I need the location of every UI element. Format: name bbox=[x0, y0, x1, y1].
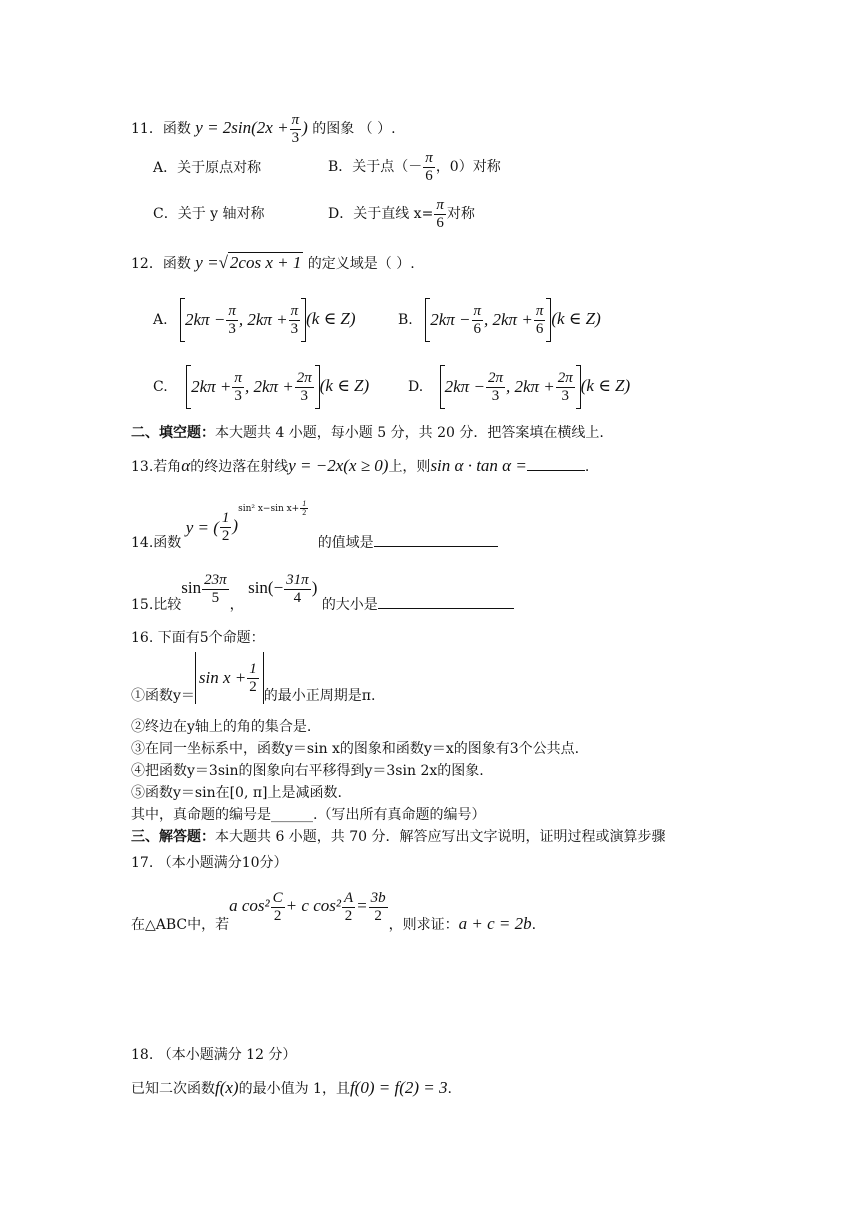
q14-exp-num: 1 bbox=[302, 498, 307, 508]
q11-frac-den: 3 bbox=[291, 129, 300, 146]
q17-mid: ，则求证： bbox=[388, 917, 459, 933]
q18-body bbox=[131, 1078, 452, 1099]
q12-c-tail: (k ∈ Z) bbox=[319, 376, 370, 395]
q18-cond: f(0) = f(2) = 3 bbox=[349, 1078, 448, 1097]
q17-body bbox=[131, 890, 537, 933]
q12-b-tail: (k ∈ Z) bbox=[551, 309, 601, 328]
q14-suffix: 的值域是 bbox=[317, 535, 374, 551]
q11-prefix: 11．函数 bbox=[131, 121, 191, 137]
q12-b-expr2: , 2kπ + bbox=[484, 310, 533, 329]
q14 bbox=[131, 498, 498, 551]
q13-expr2: sin α · tan α = bbox=[430, 456, 527, 475]
q16-abs-den: 2 bbox=[249, 678, 257, 695]
q12-b-n1: π bbox=[473, 303, 482, 319]
q12-b-d1: 6 bbox=[473, 320, 481, 337]
q16-item-4: ④把函数y＝3sin的图象向右平移得到y＝3sin 2x的图象. bbox=[131, 763, 484, 779]
q17-end: . bbox=[531, 917, 537, 933]
section3-title: 三、解答题： bbox=[131, 829, 215, 845]
q12-c-frac1 bbox=[232, 370, 244, 404]
q14-expr-right: ) bbox=[232, 516, 239, 535]
q18-end: . bbox=[447, 1081, 452, 1097]
q12-c-interval bbox=[186, 365, 320, 409]
q12-b-label: B. bbox=[398, 312, 413, 328]
q12-option-c bbox=[153, 365, 369, 409]
q15-sin1: sin bbox=[181, 578, 202, 597]
q11-option-d bbox=[328, 197, 475, 231]
q11-frac bbox=[290, 112, 302, 146]
q12-d-expr2: , 2kπ + bbox=[505, 377, 555, 396]
q17-header: 17. （本小题满分10分） bbox=[131, 855, 288, 871]
q13-mid: 的终边落在射线 bbox=[190, 459, 289, 475]
q15-d2: 4 bbox=[293, 589, 302, 606]
q18-f: f(x) bbox=[215, 1078, 239, 1097]
q13-answer-blank[interactable] bbox=[527, 470, 585, 471]
q14-exponent bbox=[238, 498, 309, 518]
q16-item-2: ②终边在y轴上的角的集合是. bbox=[131, 719, 312, 735]
q15-frac2 bbox=[284, 572, 311, 606]
q15-frac1 bbox=[202, 572, 229, 606]
q11-stem bbox=[131, 112, 396, 146]
q11-expr-right: ) bbox=[302, 118, 308, 137]
q13-expr: y = −2x(x ≥ 0) bbox=[288, 456, 389, 475]
q17-frac2 bbox=[342, 890, 355, 924]
q14-exponent-text: sin² x−sin x+ bbox=[238, 504, 300, 515]
q14-den: 2 bbox=[221, 527, 230, 544]
q15-suffix: 的大小是 bbox=[321, 597, 378, 613]
q12-a-label: A. bbox=[153, 312, 168, 328]
q16-item-3: ③在同一坐标系中，函数y＝sin x的图象和函数y＝x的图象有3个公共点. bbox=[131, 741, 580, 757]
q18-header: 18. （本小题满分 12 分） bbox=[131, 1047, 297, 1063]
q11-d-den: 6 bbox=[436, 214, 444, 231]
q11-b-frac bbox=[423, 150, 435, 184]
q11-b-num: π bbox=[425, 150, 433, 166]
q12-d-tail: (k ∈ Z) bbox=[580, 376, 631, 395]
q14-exp-den: 2 bbox=[302, 508, 307, 518]
q15 bbox=[131, 572, 514, 613]
q16-conclusion: 其中，真命题的编号是______.（写出所有真命题的编号） bbox=[131, 807, 486, 823]
q12-c-expr2: , 2kπ + bbox=[244, 377, 294, 396]
q12-stem bbox=[131, 253, 415, 274]
q12-a-expr2: , 2kπ + bbox=[238, 310, 288, 329]
q17-t2: + c cos² bbox=[285, 896, 341, 915]
q17-t3: = bbox=[356, 896, 368, 915]
q12-d-n1: 2π bbox=[487, 370, 503, 386]
q11-d-prefix: D．关于直线 x= bbox=[328, 206, 434, 222]
q12-a-interval bbox=[180, 298, 306, 342]
q12-d-n2: 2π bbox=[557, 370, 573, 386]
q11-b-prefix: B．关于点（－ bbox=[328, 159, 423, 175]
q15-n2: 31π bbox=[286, 572, 309, 588]
q12-d-expr1: 2kπ − bbox=[444, 377, 485, 396]
q15-sin2-left: sin(− bbox=[248, 578, 284, 597]
q12-d-label: D. bbox=[408, 379, 424, 395]
q14-prefix: 14.函数 bbox=[131, 535, 182, 551]
q12-b-frac1 bbox=[472, 303, 484, 337]
q14-expr-left: y = ( bbox=[185, 518, 219, 537]
q12-a-frac1 bbox=[226, 303, 238, 337]
q12-a-frac2 bbox=[289, 303, 301, 337]
q11-option-a: A．关于原点对称 bbox=[153, 160, 262, 176]
q12-b-frac2 bbox=[534, 303, 546, 337]
q18-mid: 的最小值为 1，且 bbox=[238, 1081, 350, 1097]
section2-heading bbox=[131, 423, 604, 443]
section3-heading bbox=[131, 827, 666, 847]
section2-desc: 本大题共 4 小题，每小题 5 分，共 20 分．把答案填在横线上. bbox=[215, 425, 604, 441]
q16-item-1 bbox=[131, 652, 375, 704]
q17-d3: 2 bbox=[374, 907, 382, 924]
q12-sqrt-body: 2cos x + 1 bbox=[229, 253, 302, 272]
q17-n2: A bbox=[343, 890, 354, 906]
q11-d-suffix: 对称 bbox=[446, 206, 475, 222]
q12-c-d2: 3 bbox=[300, 387, 308, 404]
q16-item-5: ⑤函数y＝sin在[0, π]上是减函数. bbox=[131, 785, 342, 801]
q16-item1-suffix: 的最小正周期是π. bbox=[263, 688, 376, 704]
q12-a-tail: (k ∈ Z) bbox=[306, 309, 356, 328]
q17-goal: a + c = 2b bbox=[458, 914, 532, 933]
q12-d-frac2 bbox=[556, 370, 575, 404]
section3-desc: 本大题共 6 小题，共 70 分．解答应写出文字说明，证明过程或演算步骤 bbox=[215, 829, 666, 845]
q11-expr-left: y = 2sin(2x + bbox=[195, 118, 289, 137]
q17-frac1 bbox=[271, 890, 285, 924]
q17-d1: 2 bbox=[273, 907, 282, 924]
q14-exp-frac bbox=[300, 500, 308, 519]
q14-answer-blank[interactable] bbox=[374, 546, 498, 547]
q12-c-d1: 3 bbox=[234, 387, 242, 404]
q14-num: 1 bbox=[221, 510, 230, 526]
q12-option-b bbox=[398, 298, 601, 342]
q12-expr: y = bbox=[195, 253, 219, 272]
q12-c-n1: π bbox=[234, 370, 242, 386]
q15-sin2-right: ) bbox=[311, 578, 318, 597]
q15-comma: ， bbox=[229, 597, 244, 613]
q16-abs bbox=[195, 652, 264, 704]
q11-frac-num: π bbox=[291, 112, 300, 128]
q16-abs-frac bbox=[247, 661, 259, 695]
q14-frac bbox=[220, 510, 232, 544]
q18-prefix: 已知二次函数 bbox=[131, 1081, 215, 1097]
q16-title: 16. 下面有5个命题： bbox=[131, 630, 265, 646]
q11-b-suffix: ，0）对称 bbox=[435, 159, 501, 175]
q12-d-d1: 3 bbox=[491, 387, 500, 404]
q16-abs-num: 1 bbox=[249, 661, 257, 677]
q12-b-n2: π bbox=[535, 303, 544, 319]
q17-n3: 3b bbox=[370, 890, 386, 906]
q12-c-n2: 2π bbox=[296, 370, 312, 386]
q11-b-den: 6 bbox=[425, 167, 433, 184]
q11-option-b bbox=[328, 150, 501, 184]
q12-d-frac1 bbox=[486, 370, 505, 404]
q12-a-expr1: 2kπ − bbox=[185, 310, 226, 329]
q17-n1: C bbox=[272, 890, 283, 906]
q11-suffix: 的图象 （ ）. bbox=[312, 121, 396, 137]
q16-item1-prefix: ①函数y＝ bbox=[131, 688, 195, 704]
q17-frac3 bbox=[369, 890, 388, 924]
q12-d-interval bbox=[440, 365, 581, 409]
q15-d1: 5 bbox=[211, 589, 220, 606]
q11-d-frac bbox=[434, 197, 446, 231]
q12-b-expr1: 2kπ − bbox=[430, 310, 471, 329]
q17-prefix: 在△ABC中，若 bbox=[131, 917, 230, 933]
q13-mid2: 上，则 bbox=[388, 459, 431, 475]
q12-d-d2: 3 bbox=[561, 387, 569, 404]
q12-suffix: 的定义域是（ ）. bbox=[307, 256, 415, 272]
q13-prefix: 13.若角 bbox=[131, 459, 182, 475]
q12-sqrt: √ 2cos x + 1 bbox=[218, 253, 302, 272]
q12-b-interval bbox=[425, 298, 551, 342]
q12-a-n2: π bbox=[290, 303, 299, 319]
q15-n1: 23π bbox=[204, 572, 227, 588]
q15-answer-blank[interactable] bbox=[378, 608, 514, 609]
q11-d-num: π bbox=[436, 197, 444, 213]
q13 bbox=[131, 456, 589, 477]
q12-option-d bbox=[408, 365, 630, 409]
section2-title: 二、填空题： bbox=[131, 425, 215, 441]
q16-abs-expr: sin x + bbox=[198, 668, 247, 687]
q12-c-frac2 bbox=[295, 370, 314, 404]
q12-c-label: C. bbox=[153, 379, 168, 395]
q11-option-c: C．关于 y 轴对称 bbox=[153, 206, 265, 222]
q12-prefix: 12．函数 bbox=[131, 256, 191, 272]
q17-t1: a cos² bbox=[229, 896, 270, 915]
q12-b-d2: 6 bbox=[535, 320, 544, 337]
q13-end: . bbox=[584, 459, 590, 475]
q12-a-d1: 3 bbox=[228, 320, 236, 337]
q15-prefix: 15.比较 bbox=[131, 597, 182, 613]
q13-alpha: α bbox=[181, 456, 191, 475]
q12-option-a bbox=[153, 298, 356, 342]
q12-a-d2: 3 bbox=[290, 320, 299, 337]
q12-a-n1: π bbox=[228, 303, 236, 319]
q17-d2: 2 bbox=[344, 907, 353, 924]
q12-c-expr1: 2kπ + bbox=[191, 377, 232, 396]
